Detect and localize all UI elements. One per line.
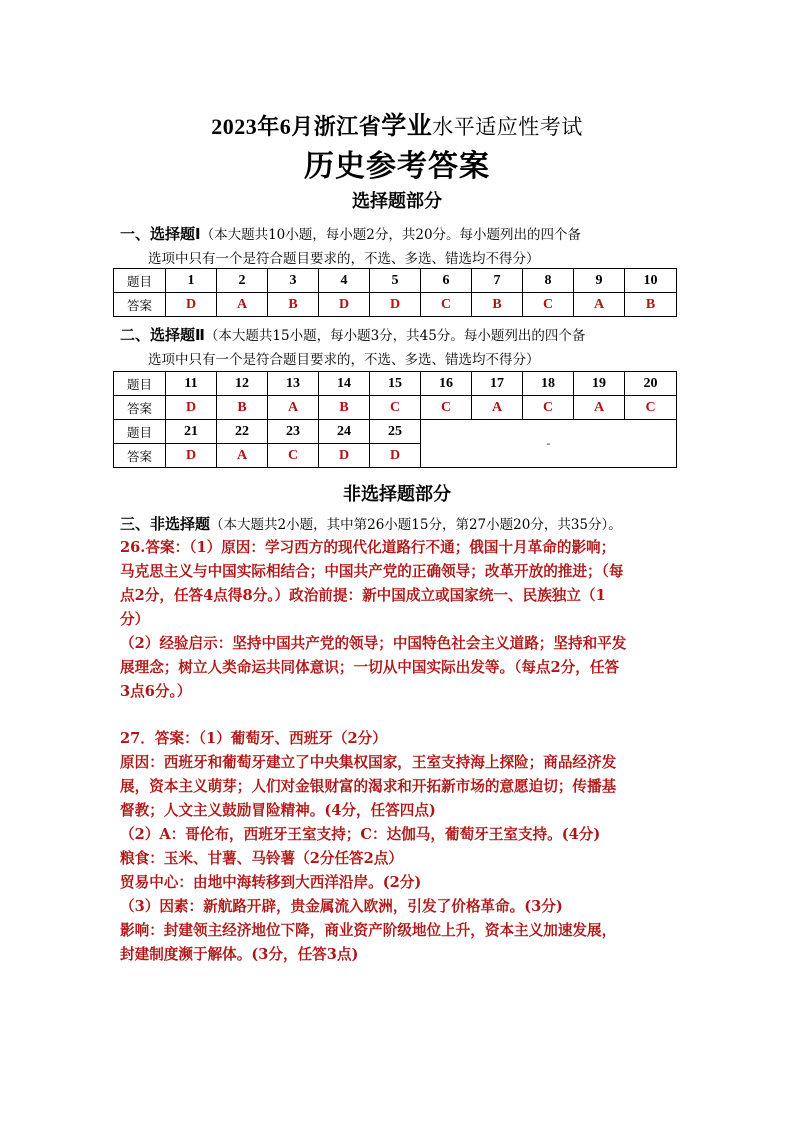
question-number: 23: [268, 420, 319, 444]
question-number: 14: [319, 372, 370, 396]
question-number: 17: [472, 372, 523, 396]
answer-cell: B: [268, 293, 319, 317]
q1-answer-row: [114, 293, 677, 317]
row-label: 答案: [114, 396, 166, 420]
answer-cell: D: [319, 293, 370, 317]
q2-number-row-2: [114, 420, 677, 444]
answer-cell: C: [523, 293, 574, 317]
q2-answer-row-1: [114, 396, 677, 420]
question-number: 12: [217, 372, 268, 396]
question-number: 18: [523, 372, 574, 396]
answer-cell: C: [268, 444, 319, 468]
answer-cell: D: [370, 293, 421, 317]
question-number: 21: [166, 420, 217, 444]
answer-cell: D: [319, 444, 370, 468]
answer-line: 展理念；树立人类命运共同体意识；一切从中国实际出发等。（每点2分，任答: [120, 659, 620, 676]
exam-title: 2023年6月浙江省学业水平适应性考试: [211, 111, 583, 140]
answer-cell: D: [370, 444, 421, 468]
answer-line: 粮食：玉米、甘薯、马铃薯（2分任答2点）: [120, 850, 403, 867]
row-label: 题目: [114, 372, 166, 396]
answer-line: 督教；人文主义鼓励冒险精神。(4分，任答四点): [120, 802, 436, 819]
answer-line: 3点6分。）: [120, 683, 192, 700]
question-number: 9: [574, 269, 625, 293]
question-number: 4: [319, 269, 370, 293]
question-number: 22: [217, 420, 268, 444]
answer-cell: A: [472, 396, 523, 420]
answer-line: 26.答案：（1）原因：学习西方的现代化道路行不通；俄国十月革命的影响；: [120, 539, 616, 556]
answer-cell: C: [523, 396, 574, 420]
answer-cell: D: [166, 444, 217, 468]
answer-cell: D: [166, 293, 217, 317]
q3-instructions: 三、非选择题（本大题共2小题，其中第26小题15分，第27小题20分，共35分）。: [120, 515, 622, 533]
answer-line: （2）A：哥伦布，西班牙王室支持；C：达伽马，葡萄牙王室支持。(4分): [120, 826, 601, 843]
row-label: 题目: [114, 269, 166, 293]
section-nonchoice-heading: 非选择题部分: [343, 484, 451, 505]
question-number: 25: [370, 420, 421, 444]
section-choice-heading: 选择题部分: [352, 191, 442, 212]
question-number: 7: [472, 269, 523, 293]
question-number: 2: [217, 269, 268, 293]
answer-cell: A: [217, 293, 268, 317]
answer-cell: B: [472, 293, 523, 317]
answer-cell: C: [421, 396, 472, 420]
question-number: 3: [268, 269, 319, 293]
answer-line: 影响：封建领主经济地位下降，商业资产阶级地位上升，资本主义加速发展，: [120, 922, 617, 939]
row-label: 题目: [114, 420, 166, 444]
answer-cell: A: [574, 293, 625, 317]
answer-26: [120, 536, 682, 704]
answer-line: 封建制度濒于解体。(3分，任答3点): [120, 946, 359, 963]
answer-cell: B: [319, 396, 370, 420]
answer-27: [120, 727, 682, 967]
question-number: 11: [166, 372, 217, 396]
answer-line: 27．答案：（1）葡萄牙、西班牙（2分）: [120, 730, 387, 747]
question-number: 10: [625, 269, 677, 293]
answer-line: 分）: [120, 611, 150, 628]
answer-cell: B: [625, 293, 677, 317]
question-number: 24: [319, 420, 370, 444]
answer-cell: C: [370, 396, 421, 420]
answer-cell: A: [268, 396, 319, 420]
blank-cell: -: [421, 420, 677, 468]
question-number: 20: [625, 372, 677, 396]
answer-line: （3）因素：新航路开辟，贵金属流入欧洲，引发了价格革命。(3分): [120, 898, 563, 915]
question-number: 1: [166, 269, 217, 293]
question-number: 15: [370, 372, 421, 396]
answer-line: 展，资本主义萌芽；人们对金银财富的渴求和开拓新市场的意愿迫切；传播基: [120, 778, 617, 795]
answer-line: 马克思主义与中国实际相结合；中国共产党的正确领导；改革开放的推进；（每: [120, 563, 624, 580]
answer-line: （2）经验启示：坚持中国共产党的领导；中国特色社会主义道路；坚持和平发: [120, 635, 627, 652]
question-number: 16: [421, 372, 472, 396]
document-subtitle: 历史参考答案: [304, 149, 490, 184]
question-number: 6: [421, 269, 472, 293]
q1-instructions: 一、选择题Ⅰ（本大题共10小题，每小题2分，共20分。每小题列出的四个备 选项中只有一个是符合题目要求的，不选、多选、错选均不得分）: [120, 225, 582, 267]
q1-answer-table: [113, 268, 677, 317]
answer-cell: A: [574, 396, 625, 420]
row-label: 答案: [114, 444, 166, 468]
row-label: 答案: [114, 293, 166, 317]
question-number: 13: [268, 372, 319, 396]
question-number: 8: [523, 269, 574, 293]
question-number: 19: [574, 372, 625, 396]
answer-line: 贸易中心：由地中海转移到大西洋沿岸。(2分): [120, 874, 422, 891]
q1-number-row: [114, 269, 677, 293]
answer-cell: C: [421, 293, 472, 317]
answer-cell: D: [166, 396, 217, 420]
q2-number-row-1: [114, 372, 677, 396]
question-number: 5: [370, 269, 421, 293]
answer-cell: B: [217, 396, 268, 420]
answer-line: 点2分，任答4点得8分。）政治前提：新中国成立或国家统一、民族独立（1: [120, 587, 606, 604]
q2-instructions: 二、选择题Ⅱ（本大题共15小题，每小题3分，共45分。每小题列出的四个备 选项中只有一个是符合题目要求的，不选、多选、错选均不得分）: [120, 326, 586, 368]
q2-answer-table: [113, 371, 677, 468]
answer-cell: C: [625, 396, 677, 420]
answer-cell: A: [217, 444, 268, 468]
answer-line: 原因：西班牙和葡萄牙建立了中央集权国家，王室支持海上探险；商品经济发: [120, 754, 617, 771]
